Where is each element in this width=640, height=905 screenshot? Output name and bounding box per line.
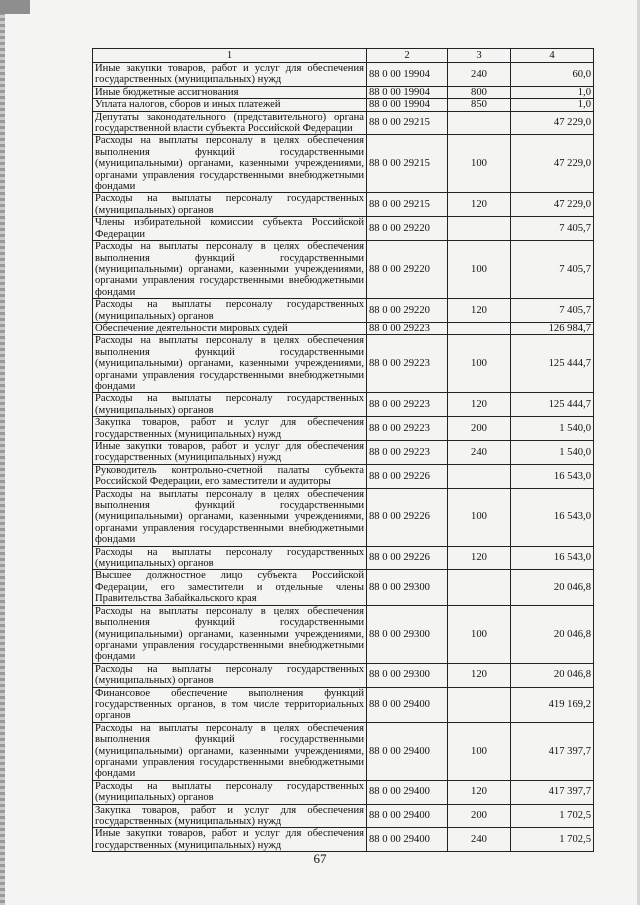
target-article-code-cell: 88 0 00 19904 bbox=[367, 86, 448, 98]
expense-type-code-cell: 120 bbox=[448, 193, 511, 217]
table-row bbox=[93, 663, 594, 687]
expense-type-code-cell: 120 bbox=[448, 780, 511, 804]
amount-cell: 20 046,8 bbox=[511, 605, 594, 663]
expense-name-cell: Обеспечение деятельности мировых судей bbox=[93, 322, 367, 334]
table-row bbox=[93, 299, 594, 323]
amount-cell: 1,0 bbox=[511, 86, 594, 98]
amount-cell: 20 046,8 bbox=[511, 570, 594, 605]
expense-name-cell: Высшее должностное лицо субъекта Российской Федерации, его заместители и отдельные члены Правительства Забайкальского края bbox=[93, 570, 367, 605]
table-row bbox=[93, 99, 594, 111]
column-header-1: 1 bbox=[93, 49, 367, 63]
scan-corner-mark bbox=[0, 0, 30, 14]
amount-cell: 417 397,7 bbox=[511, 780, 594, 804]
amount-cell: 419 169,2 bbox=[511, 687, 594, 722]
expense-name-cell: Закупка товаров, работ и услуг для обеспечения государственных (муниципальных) нужд bbox=[93, 804, 367, 828]
table-row bbox=[93, 111, 594, 135]
expense-name-cell: Расходы на выплаты персоналу государственных (муниципальных) органов bbox=[93, 780, 367, 804]
expense-name-cell: Расходы на выплаты персоналу в целях обеспечения выполнения функций государственными (муниципальными) органами, казенными учреждениями, органами управления государственными внебюджетными фондами bbox=[93, 488, 367, 546]
amount-cell: 47 229,0 bbox=[511, 111, 594, 135]
target-article-code-cell: 88 0 00 29226 bbox=[367, 464, 448, 488]
expense-name-cell: Уплата налогов, сборов и иных платежей bbox=[93, 99, 367, 111]
table-row bbox=[93, 441, 594, 465]
expense-type-code-cell bbox=[448, 570, 511, 605]
amount-cell: 16 543,0 bbox=[511, 546, 594, 570]
budget-table bbox=[92, 48, 594, 852]
expense-type-code-cell: 100 bbox=[448, 335, 511, 393]
target-article-code-cell: 88 0 00 19904 bbox=[367, 63, 448, 87]
amount-cell: 16 543,0 bbox=[511, 488, 594, 546]
expense-name-cell: Расходы на выплаты персоналу в целях обеспечения выполнения функций государственными (муниципальными) органами, казенными учреждениями, органами управления государственными внебюджетными фондами bbox=[93, 605, 367, 663]
expense-type-code-cell: 200 bbox=[448, 804, 511, 828]
expense-type-code-cell: 240 bbox=[448, 828, 511, 852]
amount-cell: 7 405,7 bbox=[511, 241, 594, 299]
scan-edge-left bbox=[0, 0, 5, 905]
table-row bbox=[93, 488, 594, 546]
table-row bbox=[93, 86, 594, 98]
expense-name-cell: Члены избирательной комиссии субъекта Российской Федерации bbox=[93, 217, 367, 241]
table-row bbox=[93, 546, 594, 570]
amount-cell: 125 444,7 bbox=[511, 393, 594, 417]
expense-name-cell: Иные закупки товаров, работ и услуг для обеспечения государственных (муниципальных) нужд bbox=[93, 828, 367, 852]
expense-type-code-cell: 100 bbox=[448, 722, 511, 780]
table-row bbox=[93, 241, 594, 299]
amount-cell: 7 405,7 bbox=[511, 217, 594, 241]
target-article-code-cell: 88 0 00 29223 bbox=[367, 417, 448, 441]
table-row bbox=[93, 335, 594, 393]
column-header-4: 4 bbox=[511, 49, 594, 63]
amount-cell: 1,0 bbox=[511, 99, 594, 111]
expense-type-code-cell: 100 bbox=[448, 241, 511, 299]
target-article-code-cell: 88 0 00 29300 bbox=[367, 605, 448, 663]
target-article-code-cell: 88 0 00 29223 bbox=[367, 335, 448, 393]
table-row bbox=[93, 193, 594, 217]
table-row bbox=[93, 393, 594, 417]
table-row bbox=[93, 605, 594, 663]
target-article-code-cell: 88 0 00 29400 bbox=[367, 687, 448, 722]
expense-name-cell: Иные закупки товаров, работ и услуг для обеспечения государственных (муниципальных) нужд bbox=[93, 63, 367, 87]
expense-type-code-cell bbox=[448, 687, 511, 722]
target-article-code-cell: 88 0 00 29215 bbox=[367, 135, 448, 193]
expense-name-cell: Расходы на выплаты персоналу в целях обеспечения выполнения функций государственными (муниципальными) органами, казенными учреждениями, органами управления государственными внебюджетными фондами bbox=[93, 722, 367, 780]
amount-cell: 47 229,0 bbox=[511, 193, 594, 217]
target-article-code-cell: 88 0 00 29400 bbox=[367, 804, 448, 828]
expense-type-code-cell bbox=[448, 217, 511, 241]
table-row bbox=[93, 828, 594, 852]
target-article-code-cell: 88 0 00 29400 bbox=[367, 722, 448, 780]
expense-name-cell: Финансовое обеспечение выполнения функций государственных органов, в том числе территориальных органов bbox=[93, 687, 367, 722]
amount-cell: 417 397,7 bbox=[511, 722, 594, 780]
target-article-code-cell: 88 0 00 29220 bbox=[367, 217, 448, 241]
target-article-code-cell: 88 0 00 29220 bbox=[367, 241, 448, 299]
expense-type-code-cell: 240 bbox=[448, 63, 511, 87]
table-row bbox=[93, 417, 594, 441]
target-article-code-cell: 88 0 00 29300 bbox=[367, 663, 448, 687]
expense-type-code-cell: 100 bbox=[448, 135, 511, 193]
target-article-code-cell: 88 0 00 29226 bbox=[367, 488, 448, 546]
expense-type-code-cell: 120 bbox=[448, 393, 511, 417]
target-article-code-cell: 88 0 00 29400 bbox=[367, 828, 448, 852]
expense-type-code-cell: 120 bbox=[448, 663, 511, 687]
expense-type-code-cell: 120 bbox=[448, 299, 511, 323]
expense-name-cell: Расходы на выплаты персоналу государственных (муниципальных) органов bbox=[93, 393, 367, 417]
expense-type-code-cell bbox=[448, 322, 511, 334]
expense-type-code-cell: 800 bbox=[448, 86, 511, 98]
target-article-code-cell: 88 0 00 29215 bbox=[367, 111, 448, 135]
expense-name-cell: Закупка товаров, работ и услуг для обеспечения государственных (муниципальных) нужд bbox=[93, 417, 367, 441]
expense-name-cell: Расходы на выплаты персоналу в целях обеспечения выполнения функций государственными (муниципальными) органами, казенными учреждениями, органами управления государственными внебюджетными фондами bbox=[93, 135, 367, 193]
expense-type-code-cell: 100 bbox=[448, 488, 511, 546]
amount-cell: 1 540,0 bbox=[511, 417, 594, 441]
expense-name-cell: Руководитель контрольно-счетной палаты субъекта Российской Федерации, его заместители и аудиторы bbox=[93, 464, 367, 488]
expense-type-code-cell: 850 bbox=[448, 99, 511, 111]
amount-cell: 47 229,0 bbox=[511, 135, 594, 193]
amount-cell: 1 540,0 bbox=[511, 441, 594, 465]
amount-cell: 1 702,5 bbox=[511, 828, 594, 852]
table-row bbox=[93, 804, 594, 828]
expense-name-cell: Расходы на выплаты персоналу государственных (муниципальных) органов bbox=[93, 193, 367, 217]
expense-name-cell: Иные бюджетные ассигнования bbox=[93, 86, 367, 98]
target-article-code-cell: 88 0 00 29223 bbox=[367, 322, 448, 334]
amount-cell: 7 405,7 bbox=[511, 299, 594, 323]
expense-name-cell: Депутаты законодательного (представительного) органа государственной власти субъекта Российской Федерации bbox=[93, 111, 367, 135]
table-row bbox=[93, 63, 594, 87]
target-article-code-cell: 88 0 00 29223 bbox=[367, 393, 448, 417]
table-header-row bbox=[93, 49, 594, 63]
table-row bbox=[93, 217, 594, 241]
expense-name-cell: Расходы на выплаты персоналу в целях обеспечения выполнения функций государственными (муниципальными) органами, казенными учреждениями, органами управления государственными внебюджетными фондами bbox=[93, 241, 367, 299]
table-row bbox=[93, 322, 594, 334]
target-article-code-cell: 88 0 00 29400 bbox=[367, 780, 448, 804]
column-header-2: 2 bbox=[367, 49, 448, 63]
expense-name-cell: Расходы на выплаты персоналу в целях обеспечения выполнения функций государственными (муниципальными) органами, казенными учреждениями, органами управления государственными внебюджетными фондами bbox=[93, 335, 367, 393]
expense-type-code-cell: 120 bbox=[448, 546, 511, 570]
expense-type-code-cell bbox=[448, 111, 511, 135]
amount-cell: 16 543,0 bbox=[511, 464, 594, 488]
table-body bbox=[93, 63, 594, 852]
target-article-code-cell: 88 0 00 19904 bbox=[367, 99, 448, 111]
table-row bbox=[93, 687, 594, 722]
page-number: 67 bbox=[313, 851, 327, 866]
amount-cell: 20 046,8 bbox=[511, 663, 594, 687]
table-row bbox=[93, 464, 594, 488]
target-article-code-cell: 88 0 00 29215 bbox=[367, 193, 448, 217]
table-row bbox=[93, 570, 594, 605]
amount-cell: 125 444,7 bbox=[511, 335, 594, 393]
target-article-code-cell: 88 0 00 29226 bbox=[367, 546, 448, 570]
expense-name-cell: Иные закупки товаров, работ и услуг для обеспечения государственных (муниципальных) нужд bbox=[93, 441, 367, 465]
expense-type-code-cell: 200 bbox=[448, 417, 511, 441]
expense-type-code-cell: 240 bbox=[448, 441, 511, 465]
table-row bbox=[93, 135, 594, 193]
expense-type-code-cell bbox=[448, 464, 511, 488]
expense-type-code-cell: 100 bbox=[448, 605, 511, 663]
document-page bbox=[92, 48, 593, 852]
column-header-3: 3 bbox=[448, 49, 511, 63]
amount-cell: 126 984,7 bbox=[511, 322, 594, 334]
target-article-code-cell: 88 0 00 29300 bbox=[367, 570, 448, 605]
target-article-code-cell: 88 0 00 29220 bbox=[367, 299, 448, 323]
amount-cell: 60,0 bbox=[511, 63, 594, 87]
table-row bbox=[93, 722, 594, 780]
expense-name-cell: Расходы на выплаты персоналу государственных (муниципальных) органов bbox=[93, 299, 367, 323]
table-row bbox=[93, 780, 594, 804]
target-article-code-cell: 88 0 00 29223 bbox=[367, 441, 448, 465]
expense-name-cell: Расходы на выплаты персоналу государственных (муниципальных) органов bbox=[93, 546, 367, 570]
amount-cell: 1 702,5 bbox=[511, 804, 594, 828]
expense-name-cell: Расходы на выплаты персоналу государственных (муниципальных) органов bbox=[93, 663, 367, 687]
